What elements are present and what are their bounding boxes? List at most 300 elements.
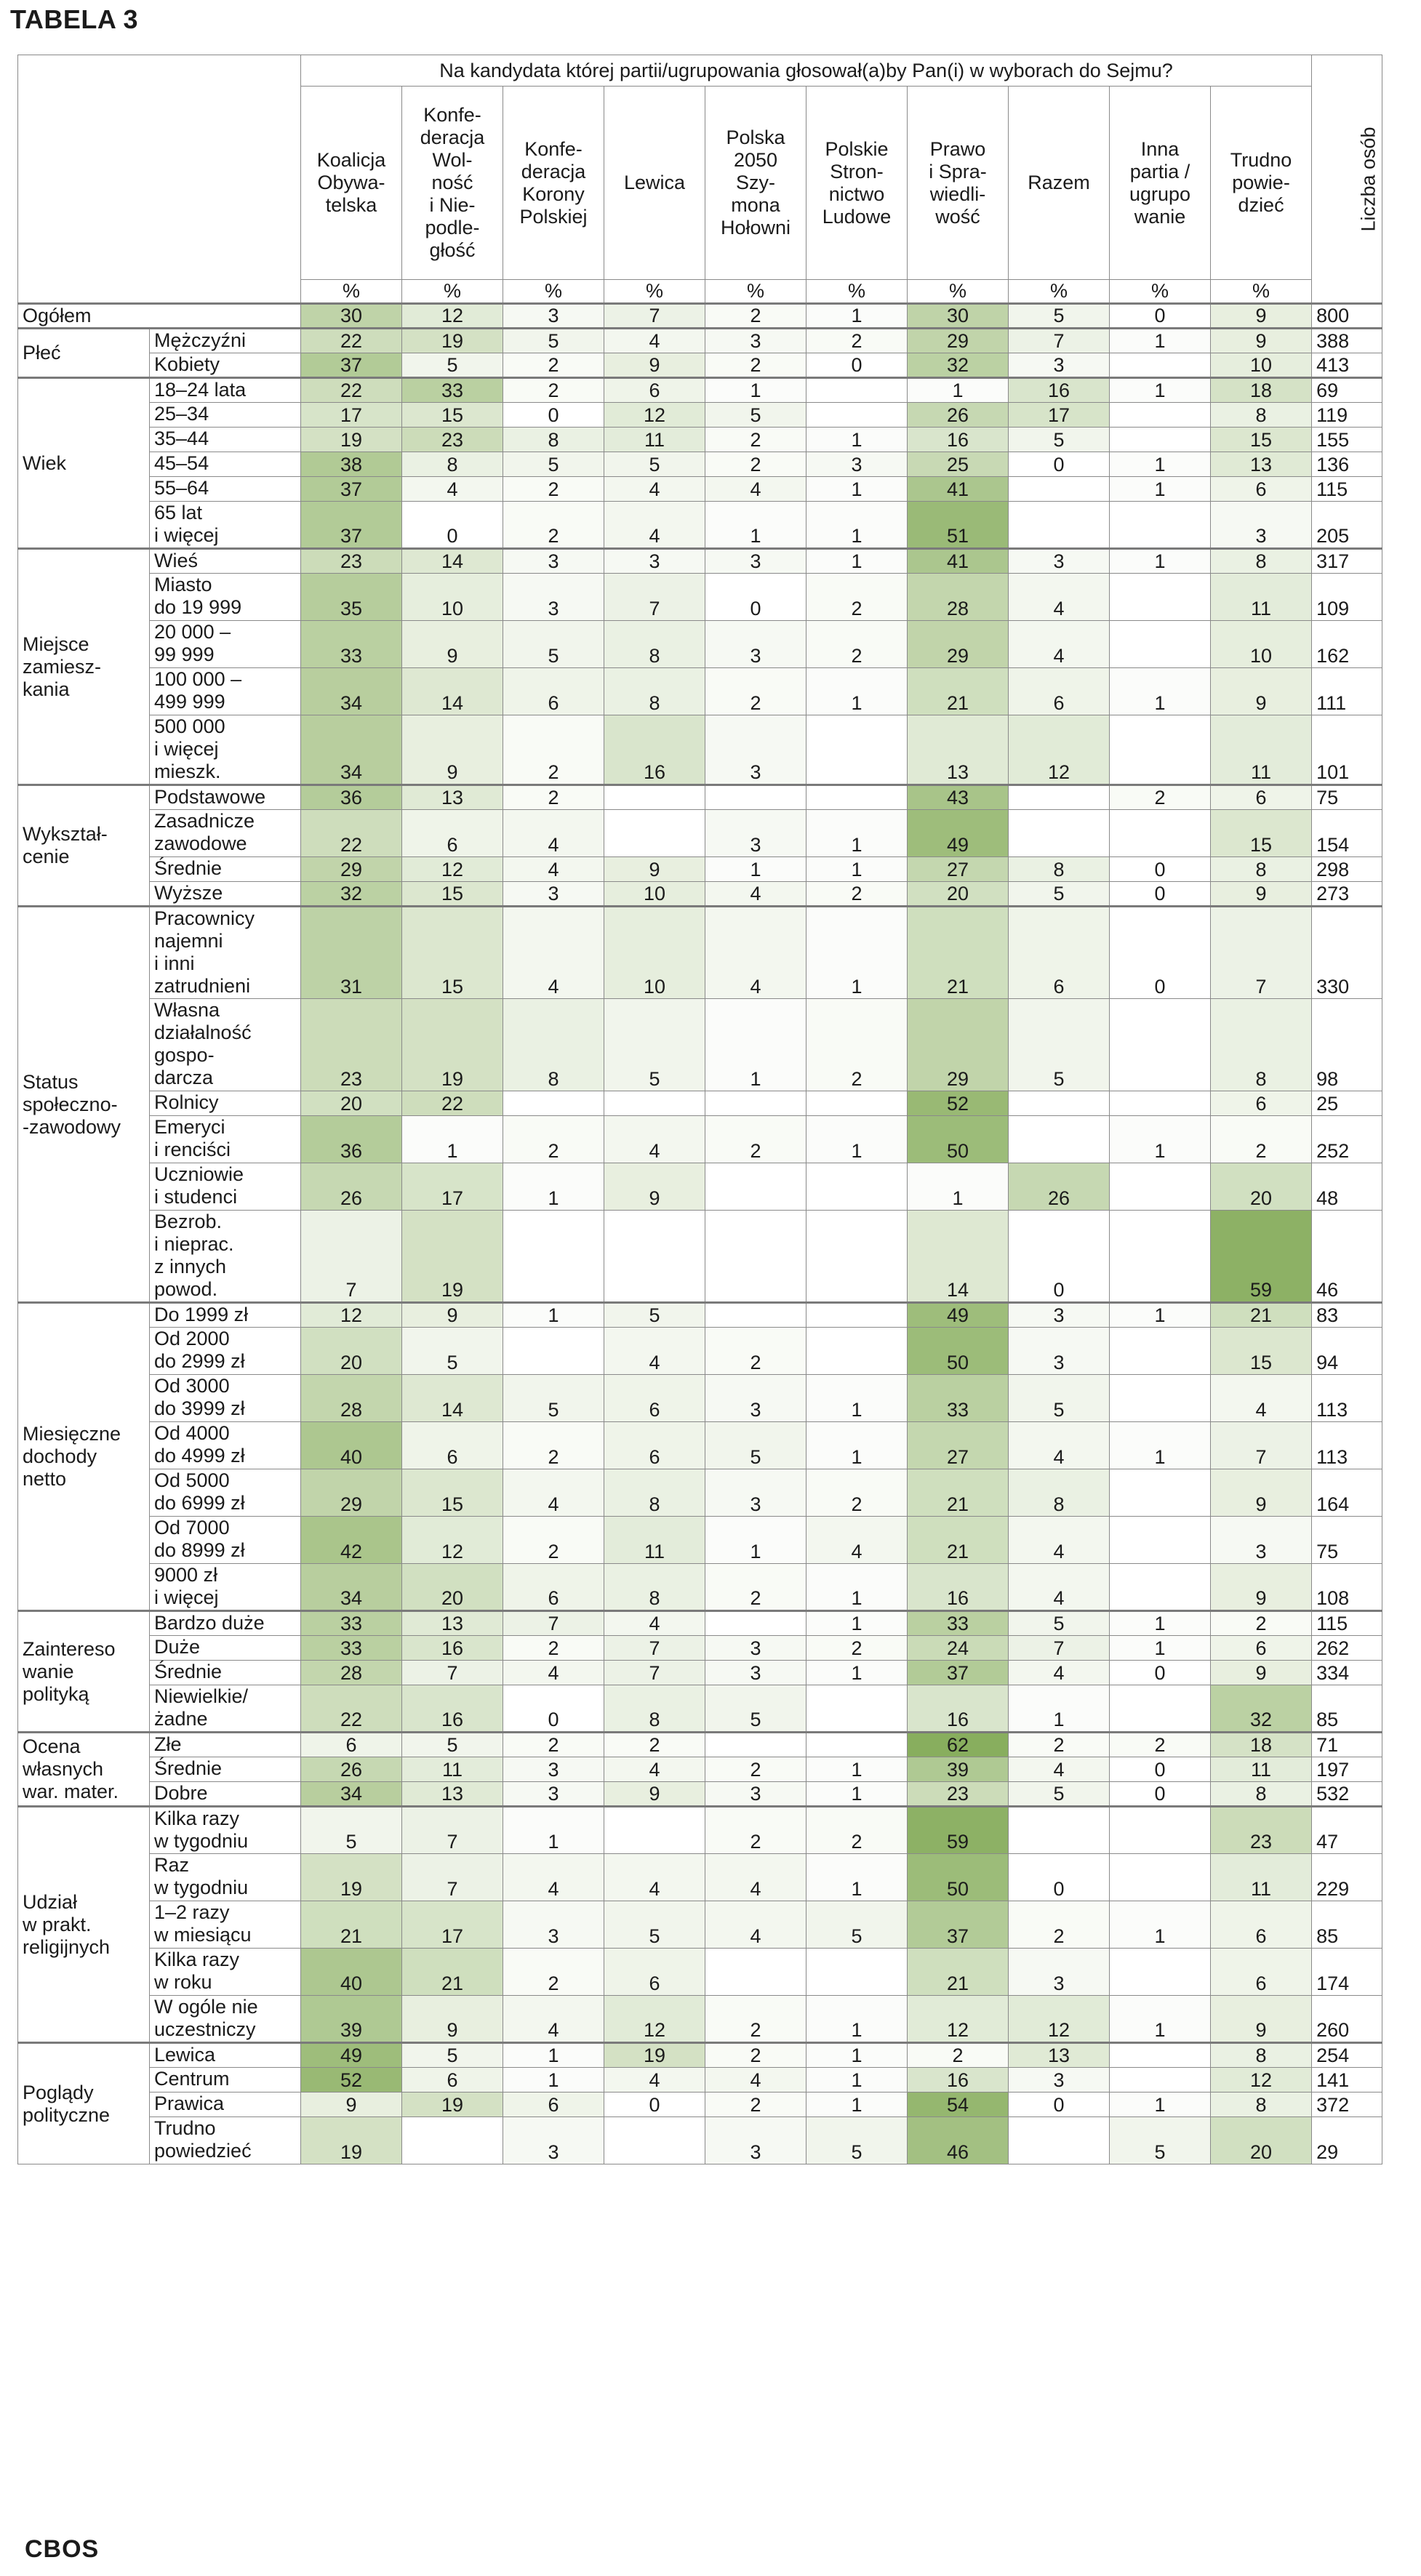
table-row [18,1901,1382,1949]
row-label: Miasto do 19 999 [150,574,301,621]
value-cell: 15 [1211,1328,1312,1375]
value-cell: 33 [301,1611,402,1636]
row-label: Prawica [150,2093,301,2117]
value-cell: 8 [1211,403,1312,428]
value-cell: 16 [402,1636,503,1661]
value-cell: 1 [503,2068,604,2093]
value-cell: 2 [705,304,806,329]
table-row [18,2068,1382,2093]
value-cell: 0 [1009,1211,1110,1303]
value-cell: 34 [301,715,402,785]
value-cell: 9 [1211,1564,1312,1611]
value-cell: 1 [503,2043,604,2068]
value-cell: 2 [705,1564,806,1611]
group-label: Zaintereso wanie polityką [18,1611,150,1733]
group-label: Wykształ- cenie [18,785,150,907]
value-cell: 34 [301,1782,402,1807]
row-label: 18–24 lata [150,378,301,403]
table-row [18,1782,1382,1807]
value-cell: 59 [908,1807,1009,1854]
value-cell: 18 [1211,378,1312,403]
table-row [18,1211,1382,1303]
table-row [18,857,1382,882]
value-cell: 27 [908,857,1009,882]
value-cell: 8 [604,668,705,715]
value-cell [1110,353,1211,378]
table-row [18,1564,1382,1611]
row-label: 65 lat i więcej [150,502,301,549]
value-cell: 1 [806,2068,908,2093]
row-label: Niewielkie/ żadne [150,1685,301,1733]
value-cell: 33 [908,1611,1009,1636]
value-cell: 41 [908,549,1009,574]
value-cell: 3 [705,715,806,785]
value-cell: 4 [604,329,705,353]
value-cell: 4 [1009,1757,1110,1782]
table-row [18,810,1382,857]
count-cell: 113 [1312,1422,1382,1469]
value-cell: 10 [1211,621,1312,668]
value-cell: 1 [806,1564,908,1611]
value-cell: 4 [604,1757,705,1782]
value-cell: 50 [908,1116,1009,1163]
table-row [18,428,1382,452]
value-cell: 2 [1009,1901,1110,1949]
value-cell: 4 [503,810,604,857]
value-cell: 19 [402,1211,503,1303]
value-cell: 8 [604,1469,705,1517]
value-cell [1110,621,1211,668]
row-label: W ogóle nie uczestniczy [150,1996,301,2043]
value-cell [1110,1807,1211,1854]
row-label: Trudno powiedzieć [150,2117,301,2164]
value-cell: 1 [1110,1422,1211,1469]
row-label: Dobre [150,1782,301,1807]
value-cell: 17 [402,1163,503,1211]
row-label: Pracownicy najemni i inni zatrudnieni [150,907,301,999]
row-label: Średnie [150,1661,301,1685]
count-cell: 229 [1312,1854,1382,1901]
value-cell: 1 [1110,1901,1211,1949]
value-cell [1009,477,1110,502]
value-cell [806,1733,908,1757]
row-label: 35–44 [150,428,301,452]
value-cell: 13 [402,785,503,810]
value-cell: 9 [604,353,705,378]
value-cell: 5 [604,999,705,1091]
value-cell: 3 [705,1782,806,1807]
value-cell: 6 [1211,1636,1312,1661]
value-cell [1110,810,1211,857]
value-cell [806,715,908,785]
value-cell: 6 [604,1422,705,1469]
value-cell [806,403,908,428]
row-label: Wyższe [150,882,301,907]
value-cell: 7 [301,1211,402,1303]
unit-header-5: % [806,280,908,304]
value-cell: 1 [806,1996,908,2043]
unit-header-1: % [402,280,503,304]
value-cell: 2 [503,1116,604,1163]
value-cell: 7 [402,1807,503,1854]
value-cell: 12 [301,1303,402,1328]
value-cell: 10 [1211,353,1312,378]
value-cell: 9 [1211,1469,1312,1517]
value-cell: 3 [503,2117,604,2164]
count-cell: 334 [1312,1661,1382,1685]
value-cell [604,1807,705,1854]
value-cell: 6 [1009,668,1110,715]
value-cell: 1 [806,1422,908,1469]
value-cell: 32 [908,353,1009,378]
table-row [18,1303,1382,1328]
value-cell: 34 [301,1564,402,1611]
value-cell: 6 [402,1422,503,1469]
value-cell: 2 [806,1807,908,1854]
group-label: Poglądy polityczne [18,2043,150,2164]
row-label: Bezrob. i nieprac. z innych powod. [150,1211,301,1303]
value-cell: 19 [402,999,503,1091]
value-cell [604,810,705,857]
table-row [18,1611,1382,1636]
value-cell: 5 [604,1901,705,1949]
table-row [18,574,1382,621]
value-cell: 11 [402,1757,503,1782]
table-row [18,549,1382,574]
row-label: Mężczyźni [150,329,301,353]
value-cell: 5 [503,329,604,353]
value-cell [705,1733,806,1757]
value-cell: 2 [503,785,604,810]
value-cell: 0 [806,353,908,378]
count-cell: 108 [1312,1564,1382,1611]
value-cell: 1 [1110,378,1211,403]
row-label: 55–64 [150,477,301,502]
value-cell: 1 [806,907,908,999]
value-cell: 4 [1009,1517,1110,1564]
party-header-2: Konfe- deracja Korony Polskiej [503,87,604,280]
count-cell: 136 [1312,452,1382,477]
value-cell [705,1091,806,1116]
value-cell: 15 [402,403,503,428]
value-cell: 2 [705,452,806,477]
value-cell: 28 [301,1375,402,1422]
value-cell [1009,1116,1110,1163]
value-cell: 2 [503,378,604,403]
row-label: Od 2000 do 2999 zł [150,1328,301,1375]
value-cell: 3 [604,549,705,574]
value-cell: 12 [402,857,503,882]
value-cell: 3 [1009,2068,1110,2093]
value-cell: 50 [908,1854,1009,1901]
count-cell: 111 [1312,668,1382,715]
count-cell: 197 [1312,1757,1382,1782]
table-row [18,477,1382,502]
value-cell: 0 [1009,2093,1110,2117]
value-cell: 4 [705,1854,806,1901]
value-cell: 22 [301,329,402,353]
value-cell [503,1091,604,1116]
results-table [17,55,1382,2164]
row-label: Złe [150,1733,301,1757]
value-cell: 27 [908,1422,1009,1469]
value-cell: 1 [806,2043,908,2068]
table-title: TABELA 3 [10,4,139,34]
value-cell: 1 [806,857,908,882]
value-cell: 8 [503,428,604,452]
value-cell: 2 [705,428,806,452]
count-cell: 413 [1312,353,1382,378]
value-cell: 30 [301,304,402,329]
value-cell: 32 [1211,1685,1312,1733]
value-cell [503,1211,604,1303]
value-cell: 4 [705,477,806,502]
row-label: 20 000 – 99 999 [150,621,301,668]
table-row [18,2117,1382,2164]
value-cell: 3 [503,549,604,574]
value-cell: 5 [1009,1611,1110,1636]
value-cell: 0 [604,2093,705,2117]
count-cell: 260 [1312,1996,1382,2043]
value-cell: 0 [1110,882,1211,907]
value-cell: 1 [705,502,806,549]
value-cell [806,378,908,403]
value-cell: 4 [705,907,806,999]
count-column-label: Liczba osób [1357,126,1380,232]
value-cell [806,1685,908,1733]
value-cell: 9 [402,621,503,668]
value-cell: 1 [1110,668,1211,715]
value-cell: 4 [1009,621,1110,668]
value-cell: 16 [908,2068,1009,2093]
value-cell: 1 [503,1807,604,1854]
value-cell: 0 [402,502,503,549]
value-cell: 1 [806,1854,908,1901]
table-row [18,1375,1382,1422]
corner-cell [18,55,301,304]
value-cell: 23 [301,999,402,1091]
value-cell: 0 [1110,857,1211,882]
table-row [18,1854,1382,1901]
value-cell: 3 [1211,1517,1312,1564]
value-cell: 2 [908,2043,1009,2068]
table-row [18,1422,1382,1469]
value-cell [1110,2043,1211,2068]
value-cell: 6 [503,1564,604,1611]
row-label: Uczniowie i studenci [150,1163,301,1211]
value-cell: 1 [806,1661,908,1685]
value-cell: 1 [1110,549,1211,574]
value-cell [705,785,806,810]
value-cell: 20 [301,1091,402,1116]
count-cell: 254 [1312,2043,1382,2068]
value-cell [806,1303,908,1328]
value-cell: 0 [1110,1782,1211,1807]
value-cell [806,1328,908,1375]
value-cell: 3 [705,1636,806,1661]
value-cell: 3 [1009,353,1110,378]
value-cell [1110,1375,1211,1422]
value-cell: 3 [503,882,604,907]
count-cell: 262 [1312,1636,1382,1661]
value-cell: 36 [301,785,402,810]
value-cell [1110,2068,1211,2093]
table-row [18,378,1382,403]
value-cell: 12 [604,1996,705,2043]
value-cell: 1 [1009,1685,1110,1733]
value-cell: 13 [402,1782,503,1807]
value-cell: 3 [806,452,908,477]
value-cell [705,1611,806,1636]
value-cell: 5 [705,1685,806,1733]
party-header-6: Prawo i Spra- wiedli- wość [908,87,1009,280]
table-row [18,353,1382,378]
value-cell: 2 [806,329,908,353]
value-cell: 49 [301,2043,402,2068]
count-cell: 46 [1312,1211,1382,1303]
value-cell [503,1328,604,1375]
value-cell: 40 [301,1422,402,1469]
table-row [18,1685,1382,1733]
value-cell: 16 [402,1685,503,1733]
count-cell: 273 [1312,882,1382,907]
value-cell [1110,1163,1211,1211]
value-cell [1110,1469,1211,1517]
value-cell: 29 [301,857,402,882]
value-cell: 7 [1211,1422,1312,1469]
value-cell: 4 [503,1996,604,2043]
value-cell: 6 [1211,785,1312,810]
row-label: Duże [150,1636,301,1661]
value-cell: 1 [806,1611,908,1636]
count-cell: 109 [1312,574,1382,621]
value-cell: 1 [908,1163,1009,1211]
value-cell: 1 [503,1163,604,1211]
value-cell: 4 [604,2068,705,2093]
value-cell: 37 [908,1901,1009,1949]
value-cell: 6 [1211,1901,1312,1949]
unit-header-2: % [503,280,604,304]
value-cell [1110,1091,1211,1116]
value-cell: 10 [402,574,503,621]
value-cell: 2 [503,1517,604,1564]
value-cell: 1 [806,304,908,329]
value-cell: 0 [1110,1757,1211,1782]
value-cell: 22 [301,810,402,857]
row-label: Od 3000 do 3999 zł [150,1375,301,1422]
table-row [18,1163,1382,1211]
value-cell: 5 [806,1901,908,1949]
value-cell: 9 [1211,304,1312,329]
value-cell: 33 [301,1636,402,1661]
value-cell [1110,502,1211,549]
table-row [18,1807,1382,1854]
value-cell: 9 [1211,1996,1312,2043]
value-cell: 32 [301,882,402,907]
value-cell [806,1211,908,1303]
value-cell: 26 [908,403,1009,428]
value-cell: 5 [705,1422,806,1469]
value-cell: 50 [908,1328,1009,1375]
value-cell: 19 [402,329,503,353]
table-row [18,1091,1382,1116]
table-row [18,2093,1382,2117]
value-cell: 3 [705,549,806,574]
unit-header-0: % [301,280,402,304]
value-cell: 2 [503,1733,604,1757]
count-cell: 164 [1312,1469,1382,1517]
value-cell: 15 [402,882,503,907]
value-cell: 5 [1009,999,1110,1091]
value-cell: 4 [604,1116,705,1163]
value-cell: 49 [908,1303,1009,1328]
value-cell: 14 [402,1375,503,1422]
value-cell: 29 [301,1469,402,1517]
value-cell: 35 [301,574,402,621]
value-cell [604,1091,705,1116]
value-cell: 25 [908,452,1009,477]
value-cell: 16 [604,715,705,785]
value-cell: 2 [503,353,604,378]
value-cell: 4 [402,477,503,502]
count-cell: 48 [1312,1163,1382,1211]
table-row [18,304,1382,329]
value-cell: 3 [503,1757,604,1782]
value-cell: 1 [1110,1611,1211,1636]
value-cell: 20 [301,1328,402,1375]
value-cell: 6 [1211,1091,1312,1116]
count-cell: 47 [1312,1807,1382,1854]
row-label: 9000 zł i więcej [150,1564,301,1611]
table-row [18,1469,1382,1517]
unit-header-6: % [908,280,1009,304]
value-cell: 9 [301,2093,402,2117]
count-cell: 75 [1312,1517,1382,1564]
value-cell: 8 [1211,999,1312,1091]
count-cell: 119 [1312,403,1382,428]
row-label: Podstawowe [150,785,301,810]
count-cell: 162 [1312,621,1382,668]
group-label: Miesięczne dochody netto [18,1303,150,1611]
value-cell: 37 [301,502,402,549]
value-cell: 12 [402,304,503,329]
value-cell [1110,715,1211,785]
value-cell: 2 [503,715,604,785]
value-cell: 33 [301,621,402,668]
value-cell [705,1163,806,1211]
row-label: Lewica [150,2043,301,2068]
party-header-0: Koalicja Obywa- telska [301,87,402,280]
value-cell: 7 [402,1854,503,1901]
value-cell: 4 [604,477,705,502]
value-cell: 6 [503,2093,604,2117]
value-cell: 5 [1009,304,1110,329]
value-cell: 1 [806,1116,908,1163]
value-cell: 3 [705,329,806,353]
count-cell: 71 [1312,1733,1382,1757]
value-cell: 4 [1009,1422,1110,1469]
value-cell: 2 [1110,1733,1211,1757]
value-cell: 11 [1211,574,1312,621]
value-cell: 8 [1009,857,1110,882]
value-cell: 52 [908,1091,1009,1116]
row-label: Kilka razy w roku [150,1949,301,1996]
count-cell: 115 [1312,477,1382,502]
value-cell: 1 [806,549,908,574]
value-cell: 10 [604,907,705,999]
row-label: Średnie [150,1757,301,1782]
value-cell: 37 [908,1661,1009,1685]
